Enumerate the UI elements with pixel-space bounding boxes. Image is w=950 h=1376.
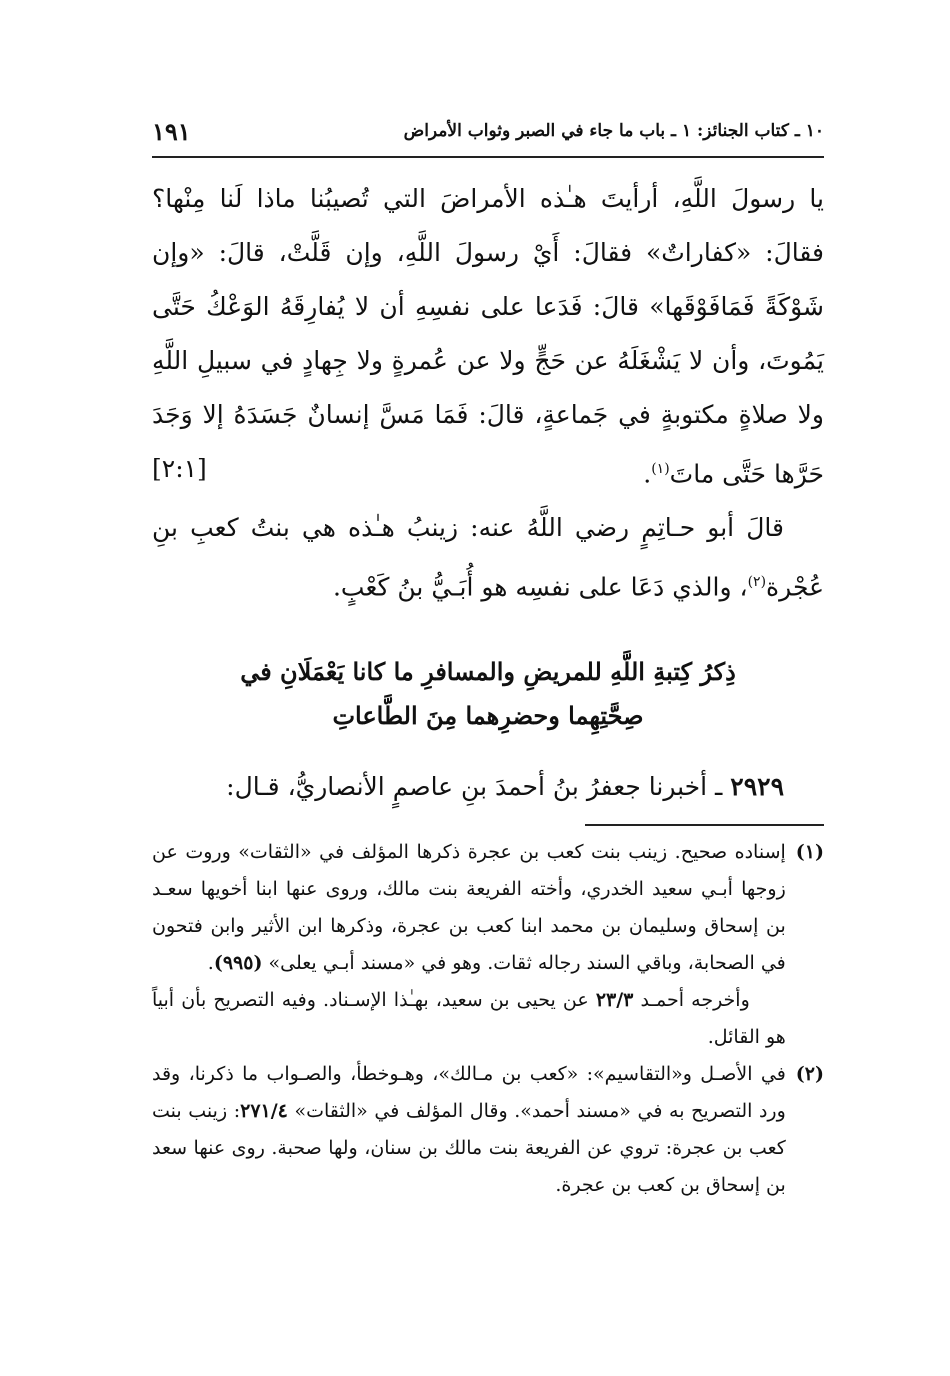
footnote-2-end: : زينب بنت كعب بن عجرة: تروي عن الفريعة بنت مالك بن سنان، ولها صحبة. روى عنها سعد بن إسحاق بن كعب بن عجرة. xyxy=(152,1100,786,1196)
section-heading-line-1: ذِكرُ كِتبةِ اللَّهِ للمريضِ والمسافرِ ما كانا يَعْمَلَانِ في xyxy=(240,657,736,686)
footnote-2-marker: (٢) xyxy=(795,1063,824,1085)
footnotes xyxy=(152,834,824,1204)
footnote-2-text: في الأصـل و«التقاسيم»: «كعب بن مـالك»، وهـوخطأ، والصـواب ما ذكرنا، وقد ورد التصريح به في «مسند أحمد». وقال المؤلف في «الثقات» xyxy=(152,1063,786,1122)
main-text xyxy=(152,172,824,615)
footnote-1-p2-a: وأخرجه أحمـد xyxy=(633,989,750,1011)
footnote-1-number: (٩٩٥) xyxy=(213,952,263,974)
main-paragraph-2 xyxy=(152,501,824,614)
main-paragraph-1-text: يا رسولَ اللَّهِ، أرأيتَ هـٰذه الأمراضَ التي تُصيبُنا ماذا لَنا مِنْها؟ فقالَ: «كفاراتٌ» فقالَ: أَيْ رسولَ اللَّهِ، وإن قَلَّتْ، قالَ: «وإن شَوْكَةً فَمَافَوْقَها» قالَ: فَدَعا على نفسِهِ أن لا يُفارِقَهُ الوَعْكُ حَتَّى يَمُوتَ، وأن لا يَشْغَلَهُ عن حَجٍّ ولا عن عُمرةٍ ولا جِهادٍ في سبيلِ اللَّهِ ولا صلاةٍ مكتوبةٍ في جَماعةٍ، قالَ: فَمَا مَسَّ إنسانٌ جَسَدَهُ إلا وَجَدَ حَرَّها حَتَّى ماتَ xyxy=(152,184,824,489)
footnote-1-marker: (١) xyxy=(795,841,824,863)
main-paragraph-1 xyxy=(152,172,824,501)
footnote-1-body xyxy=(152,834,786,1056)
footnote-1-p2-number: ٢٣/٣ xyxy=(595,989,634,1011)
section-heading-line-2: صِحَّتِهِما وحضرِهما مِنَ الطَّاعاتِ xyxy=(332,701,644,730)
hadith-text: ـ أخبرنا جعفرُ بنُ أحمدَ بنِ عاصمٍ الأنصاريُّ، قـال: xyxy=(226,772,731,801)
footnote-ref-1[interactable]: (١) xyxy=(651,461,670,477)
section-heading xyxy=(152,650,824,738)
footnote-2-paragraph-1 xyxy=(152,1056,786,1204)
main-paragraph-2-text-a: قالَ أبو حـاتِمٍ رضي اللَّهُ عنه: زينبُ هـٰذه هي بنتُ كعبِ بنِ عُجْرة xyxy=(152,513,824,602)
footnote-1-end: . xyxy=(207,952,214,974)
footnote-1-paragraph-2 xyxy=(152,982,786,1056)
footnote-2 xyxy=(152,1056,824,1204)
main-paragraph-2-text-b: ، والذي دَعَا على نفسِه هو أُبَـيُّ بنُ كَعْبٍ. xyxy=(332,572,748,602)
footnote-ref-2[interactable]: (٢) xyxy=(747,574,767,591)
hadith-intro xyxy=(152,760,824,814)
running-title: ١٠ ـ كتاب الجنائز: ١ ـ باب ما جاء في الصبر وثواب الأمراض xyxy=(403,121,824,141)
hadith-number: ٢٩٢٩ xyxy=(730,772,784,801)
footnote-1 xyxy=(152,834,824,1056)
footnote-1-text: إسناده صحيح. زينب بنت كعب بن عجرة ذكرها المؤلف في «الثقات» وروت عن زوجها أبـي سعيد الخدري، وأخته الفريعة بنت مالك، وروى عنها ابنا أخويها سعـد بن إسحاق وسليمان بن محمد ابنا كعب بن عجرة، وذكرها ابن الأثير وابن فتحون في الصحابة، وباقي السند رجاله ثقات. وهو في «مسند أبـي يعلى» xyxy=(152,841,786,974)
reference-tag: [٢:١] xyxy=(152,454,207,483)
main-paragraph-1-end: . xyxy=(643,459,652,489)
footnote-2-body xyxy=(152,1056,786,1204)
footnote-2-number: ٢٧١/٤ xyxy=(240,1100,288,1122)
page-header xyxy=(152,106,824,158)
footnote-1-p2-b: عن يحيى بن سعيد، بهـٰذا الإسـناد. وفيه التصريح بأن أبياً هو القائل. xyxy=(152,989,786,1048)
page-number: ١٩١ xyxy=(152,116,191,146)
footnote-1-paragraph-1 xyxy=(152,834,786,982)
footnote-divider xyxy=(585,824,824,826)
